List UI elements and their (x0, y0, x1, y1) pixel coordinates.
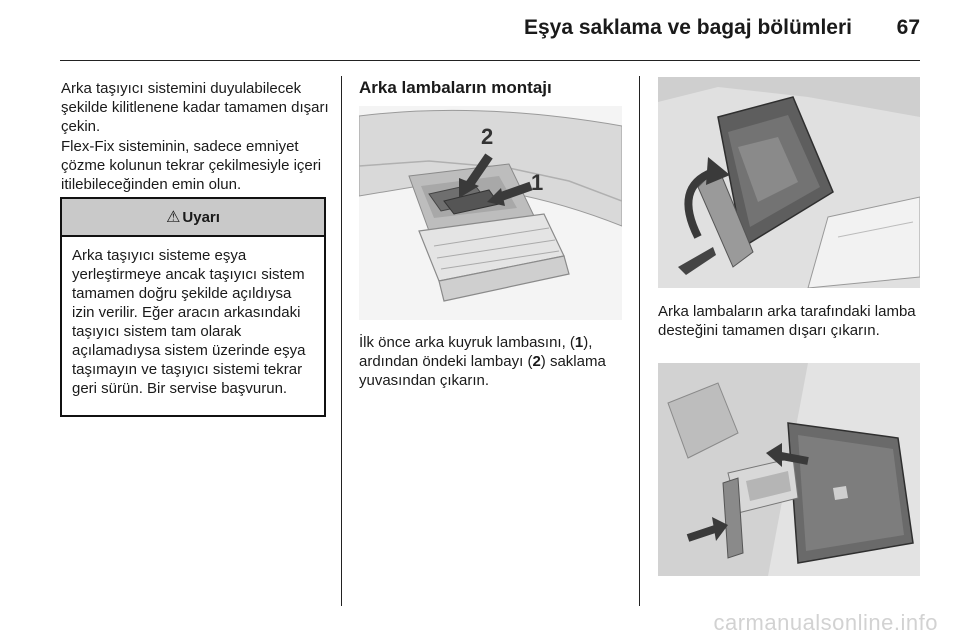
middle-caption-number-1: 1 (574, 334, 584, 351)
lamp-holder-rotation-drawing (658, 77, 920, 288)
tail-lamp-storage-illustration (359, 106, 622, 320)
middle-caption-number-2: 2 (532, 353, 541, 370)
left-paragraph-2: Flex-Fix sisteminin, sadece emniyet çözme kolunun tekrar çekilmesiyle içeri itilebileceğinden emin olun. (61, 138, 322, 193)
right-caption: Arka lambaların arka tarafındaki lamba desteğini tamamen dışarı çıkarın. (658, 303, 916, 339)
callout-1: 1 (531, 170, 544, 195)
column-divider-left (341, 76, 342, 606)
middle-caption-part-3: ) saklama yuvasından çıkarın. (359, 353, 606, 389)
warning-title: Uyarı (182, 208, 220, 226)
middle-caption-part-2: ), ardından öndeki lambayı ( (359, 334, 593, 370)
warning-body: Arka taşıyıcı sisteme eşya yerleştirmeye ancak taşıyıcı sistem tamamen doğru şekilde açıldıysa izin verilir. Eğer aracın arkasındaki taşıyıcı sistem tam olarak açılamadıysa sistem üzerinde eşya taşımayın ve taşıyıcı sistemi tekrar geri sürün. Bir servise başvurun. (72, 247, 306, 397)
column-divider-right (639, 76, 640, 606)
left-paragraph-1: Arka taşıyıcı sistemini duyulabilecek şekilde kilitlenene kadar tamamen dışarı çekin. (61, 80, 329, 135)
lamp-support-pullout-illustration (658, 363, 920, 576)
page-header-title: Eşya saklama ve bagaj bölümleri (523, 16, 852, 39)
lamp-support-pullout-drawing (658, 363, 920, 576)
warning-triangle-icon: ⚠ (166, 209, 181, 226)
warning-box (60, 197, 326, 417)
header-divider (60, 60, 920, 61)
section-heading: Arka lambaların montajı (359, 78, 552, 97)
middle-caption (359, 333, 629, 390)
tail-lamp-storage-drawing (359, 106, 622, 320)
watermark: carmanualsonline.info (713, 610, 938, 635)
warning-header (62, 199, 324, 237)
callout-2: 2 (481, 124, 494, 149)
middle-caption-part-1: İlk önce arka kuyruk lambasını, ( (359, 334, 575, 351)
page-number: 67 (896, 16, 920, 39)
lamp-holder-rotation-illustration (658, 77, 920, 288)
